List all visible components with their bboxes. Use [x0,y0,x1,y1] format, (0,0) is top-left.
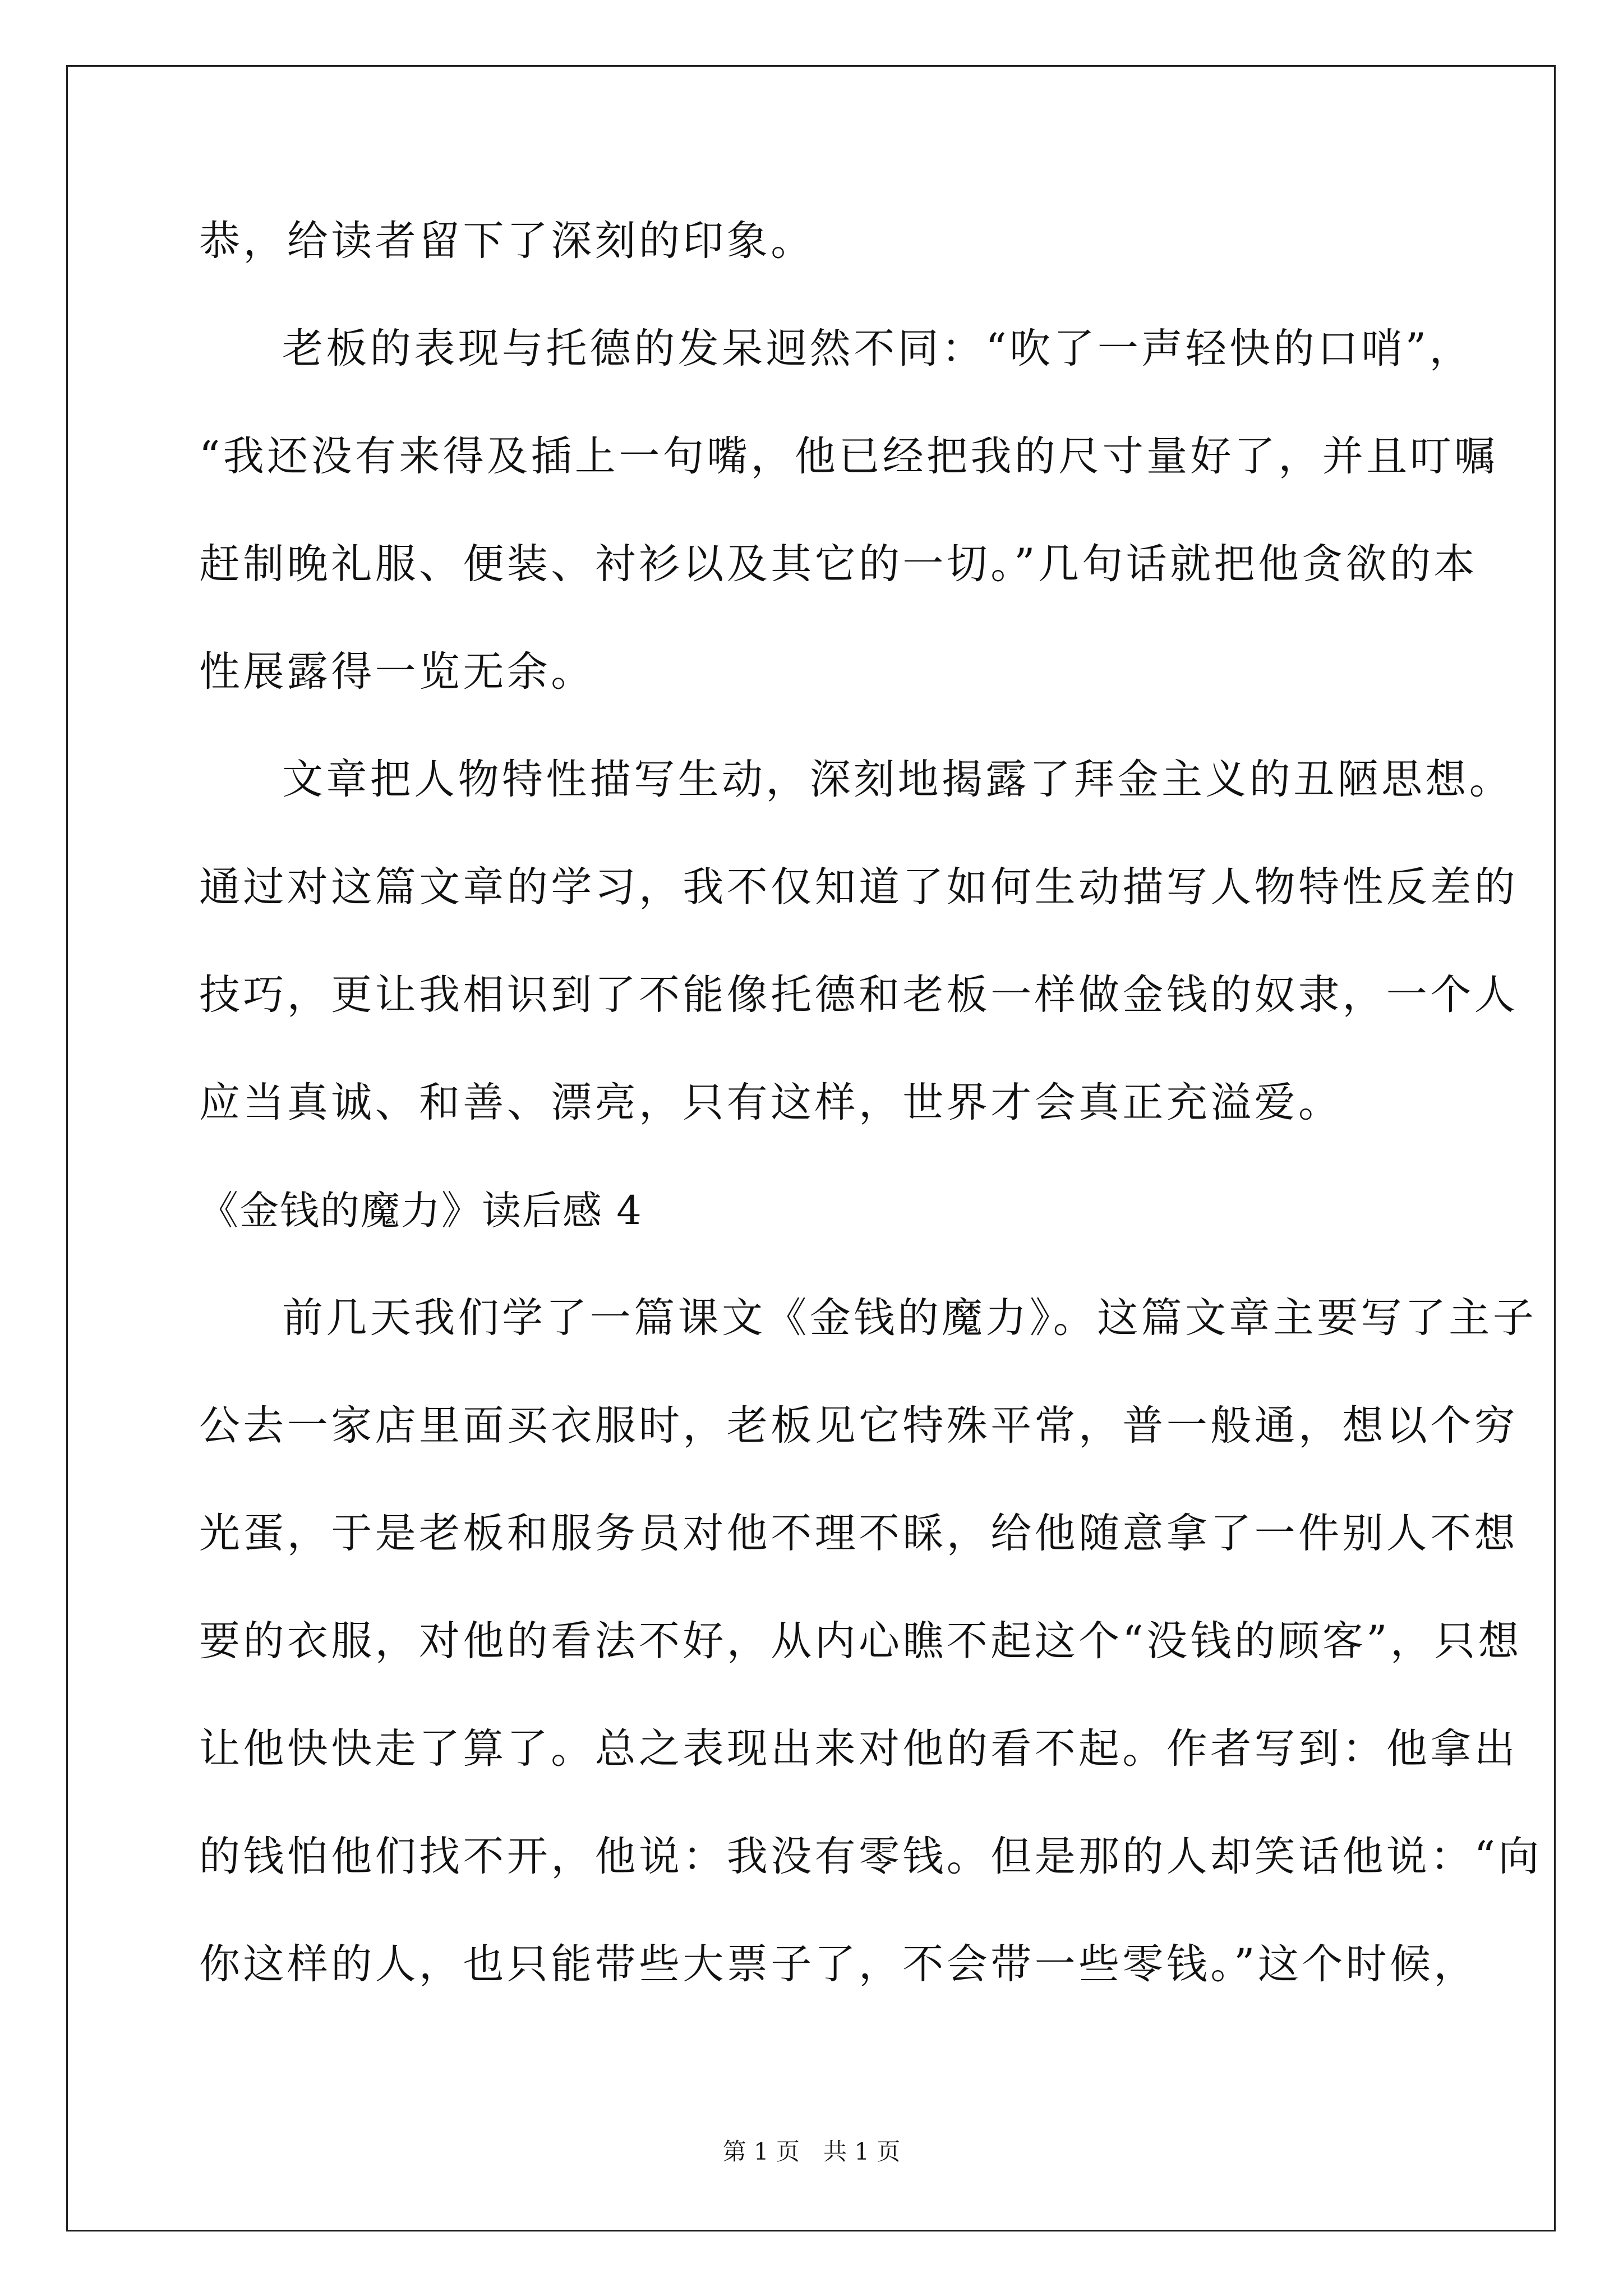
text-line: 通过对这篇文章的学习，我不仅知道了如何生动描写人物特性反差的 [199,863,1518,911]
text-line: 让他快快走了算了。总之表现出来对他的看不起。作者写到：他拿出 [199,1725,1518,1773]
text-line: 赶制晚礼服、便装、衬衫以及其它的一切。”几句话就把他贪欲的本 [199,540,1478,588]
text-line: 光蛋，于是老板和服务员对他不理不睬，给他随意拿了一件别人不想 [199,1510,1518,1557]
text-line: 公去一家店里面买衣服时，老板见它特殊平常，普一般通，想以个穷 [199,1402,1518,1450]
text-line: 的钱怕他们找不开，他说：我没有零钱。但是那的人却笑话他说：“向 [199,1833,1542,1880]
text-line: 应当真诚、和善、漂亮，只有这样，世界才会真正充溢爱。 [199,1079,1343,1126]
text-line: “我还没有来得及插上一句嘴，他已经把我的尺寸量好了，并且叮嘱 [199,432,1498,480]
paragraph-start-line: 老板的表现与托德的发呆迥然不同：“吹了一声轻快的口哨”， [282,325,1473,372]
paragraph-start-line: 前几天我们学了一篇课文《金钱的魔力》。这篇文章主要写了主子 [282,1294,1537,1342]
paragraph-start-line: 文章把人物特性描写生动，深刻地揭露了拜金主义的丑陋思想。 [282,756,1514,803]
text-line: 技巧，更让我相识到了不能像托德和老板一样做金钱的奴隶，一个人 [199,971,1518,1019]
text-line: 性展露得一览无余。 [199,648,595,696]
page-border [66,65,1556,2231]
text-line: 你这样的人，也只能带些大票子了，不会带一些零钱。”这个时候， [199,1940,1478,1988]
section-heading: 《金钱的魔力》读后感 4 [199,1188,643,1234]
text-line: 要的衣服，对他的看法不好，从内心瞧不起这个“没钱的顾客”，只想 [199,1617,1523,1665]
page-number-footer: 第 1 页 共 1 页 [722,2138,901,2165]
text-line: 恭，给读者留下了深刻的印象。 [199,217,815,265]
